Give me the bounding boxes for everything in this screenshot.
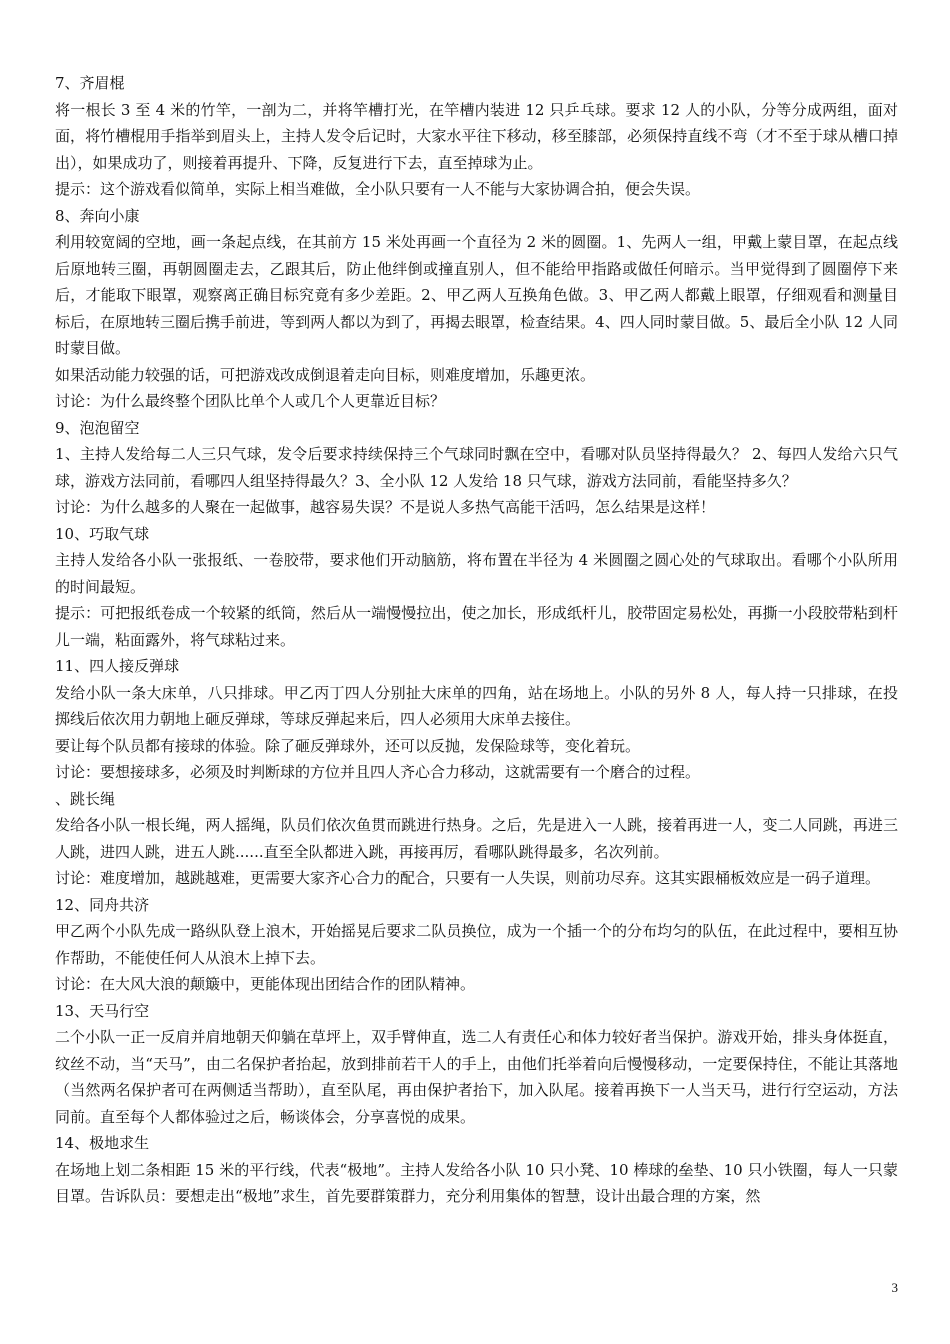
paragraph: 在场地上划二条相距 15 米的平行线，代表“极地”。主持人发给各小队 10 只小凳、10 棒球的垒垫、10 只小铁圈，每人一只蒙目罩。告诉队员：要想走出“极地”求生，首先要群策群力，充分利用集体的智慧，设计出最合理的方案，然 [55, 1160, 898, 1205]
section-heading: 10、巧取气球 [55, 524, 150, 543]
paragraph: 二个小队一正一反肩并肩地朝天仰躺在草坪上，双手臂伸直，选二人有责任心和体力较好者当保护。游戏开始，排头身体挺直，纹丝不动，当“天马”，由二名保护者抬起，放到排前若干人的手上，由他们托举着向后慢慢移动，一定要保持住，不能让其落地（当然两名保护者可在两侧适当帮助），直至队尾，再由保护者抬下，加入队尾。接着再换下一人当天马，进行行空运动，方法同前。直至每个人都体验过之后，畅谈体会，分享喜悦的成果。 [55, 1028, 898, 1126]
section-heading: 11、四人接反弹球 [55, 657, 180, 675]
paragraph: 甲乙两个小队先成一路纵队登上浪木，开始摇晃后要求二队员换位，成为一个插一个的分布均匀的队伍，在此过程中，要相互协作帮助，不能使任何人从浪木上掉下去。 [55, 922, 898, 967]
paragraph: 将一根长 3 至 4 米的竹竿，一剖为二，并将竿槽打光，在竿槽内装进 12 只乒乓球。要求 12 人的小队，分等分成两组，面对面，将竹槽棍用手指举到眉头上，主持人发令后记时，大家水平往下移动，移至膝部，必须保持直线不弯（才不至于球从槽口掉出），如果成功了，则接着再提升、下降，反复进行下去，直至掉球为止。 [55, 100, 898, 172]
paragraph: 讨论：为什么最终整个团队比单个人或几个人更靠近目标？ [55, 392, 446, 410]
paragraph: 如果活动能力较强的话，可把游戏改成倒退着走向目标，则难度增加，乐趣更浓。 [55, 365, 596, 384]
paragraph: 发给各小队一根长绳，两人摇绳，队员们依次鱼贯而跳进行热身。之后，先是进入一人跳，接着再进一人，变二人同跳，再进三人跳，进四人跳，进五人跳......直至全队都进入跳，再接再厉，看哪队跳得最多，名次列前。 [55, 816, 898, 861]
paragraph: 讨论：难度增加，越跳越难，更需要大家齐心合力的配合，只要有一人失误，则前功尽弃。这其实跟桶板效应是一码子道理。 [55, 869, 881, 887]
page-number: 3 [891, 1280, 898, 1295]
paragraph: 1、主持人发给每二人三只气球，发令后要求持续保持三个气球同时飘在空中，看哪对队员坚持得最久？ 2、每四人发给六只气球，游戏方法同前，看哪四人组坚持得最久？3、全小队 12 人发给 18 只气球，游戏方法同前，看能坚持多久？ [55, 445, 898, 490]
paragraph: 提示：可把报纸卷成一个较紧的纸筒，然后从一端慢慢拉出，使之加长，形成纸杆儿，胶带固定易松处，再撕一小段胶带粘到杆儿一端，粘面露外，将气球粘过来。 [55, 604, 898, 649]
document-body [55, 70, 898, 1210]
paragraph: 主持人发给各小队一张报纸、一卷胶带，要求他们开动脑筋，将布置在半径为 4 米圆圈之圆心处的气球取出。看哪个小队所用的时间最短。 [55, 551, 898, 596]
section-heading: 12、同舟共济 [55, 895, 150, 914]
section-heading: 14、极地求生 [55, 1134, 150, 1152]
paragraph: 讨论：在大风大浪的颠簸中，更能体现出团结合作的团队精神。 [55, 975, 476, 993]
paragraph: 发给小队一条大床单，八只排球。甲乙丙丁四人分别扯大床单的四角，站在场地上。小队的另外 8 人，每人持一只排球，在投掷线后依次用力朝地上砸反弹球，等球反弹起来后，四人必须用大床单去接住。 [55, 683, 898, 728]
section-heading: 、跳长绳 [55, 789, 116, 808]
section-heading: 13、天马行空 [55, 1001, 150, 1020]
section-heading: 8、奔向小康 [55, 206, 140, 225]
paragraph: 讨论：要想接球多，必须及时判断球的方位并且四人齐心合力移动，这就需要有一个磨合的过程。 [55, 763, 701, 781]
paragraph: 要让每个队员都有接球的体验。除了砸反弹球外，还可以反抛，发保险球等，变化着玩。 [55, 736, 641, 755]
section-heading: 7、齐眉棍 [55, 74, 125, 92]
paragraph: 讨论：为什么越多的人聚在一起做事，越容易失误？不是说人多热气高能干活吗，怎么结果是这样！ [55, 498, 716, 516]
paragraph: 利用较宽阔的空地，画一条起点线，在其前方 15 米处再画一个直径为 2 米的圆圈。1、先两人一组，甲戴上蒙目罩，在起点线后原地转三圈，再朝圆圈走去，乙跟其后，防止他绊倒或撞直别人，但不能给甲指路或做任何暗示。当甲觉得到了圆圈停下来后，才能取下眼罩，观察离正确目标究竟有多少差距。2、甲乙两人互换角色做。3、甲乙两人都戴上眼罩，仔细观看和测量目标后，在原地转三圈后携手前进，等到两人都以为到了，再揭去眼罩，检查结果。4、四人同时蒙目做。5、最后全小队 12 人同时蒙目做。 [55, 233, 898, 357]
paragraph: 提示：这个游戏看似简单，实际上相当难做，全小队只要有一人不能与大家协调合拍，便会失误。 [55, 180, 701, 198]
section-heading: 9、泡泡留空 [55, 418, 140, 437]
